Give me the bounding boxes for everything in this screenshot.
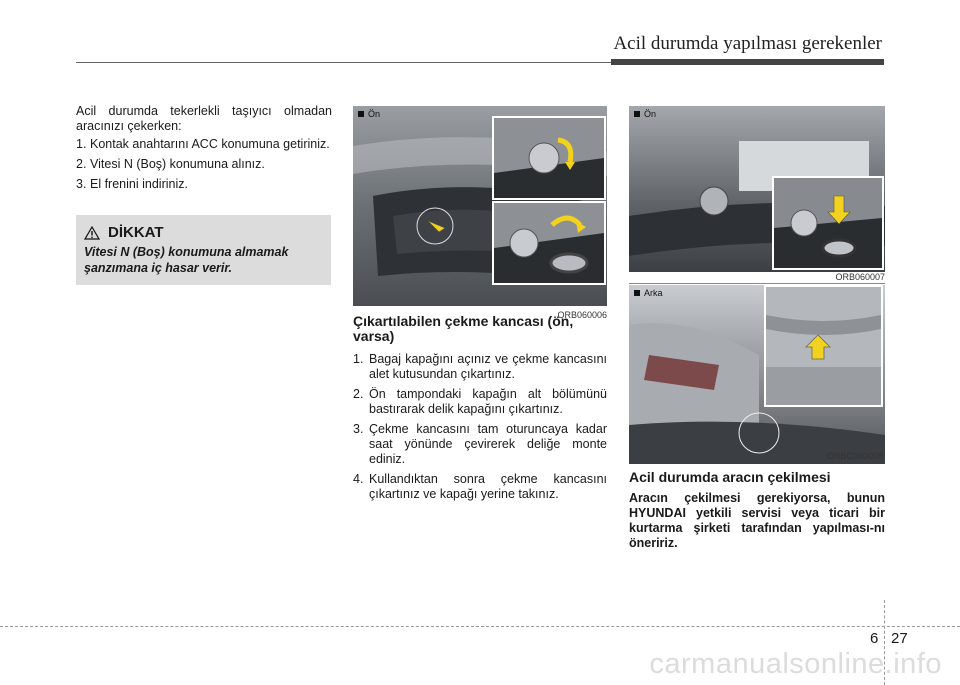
list-item: [353, 472, 607, 502]
figure-code: ORB060007: [835, 272, 885, 282]
figure-code: ORB060006: [557, 310, 607, 320]
figure-tag-label: Ön: [368, 109, 381, 119]
section-title: Acil durumda aracın çekilmesi: [629, 469, 831, 485]
inset-hook-installed: [772, 176, 884, 270]
list-item: [353, 387, 607, 417]
hook-steps: [353, 352, 607, 502]
figure-tag-label: Ön: [644, 109, 657, 119]
caution-heading: [84, 224, 164, 241]
header-rule: [76, 62, 611, 63]
figure-divider: [629, 283, 885, 284]
hook-install-illustration: [494, 203, 604, 283]
step-number: 2.: [76, 157, 87, 171]
step-text: Bagaj kapağını açınız ve çekme kancasını alet kutusundan çıkartınız.: [369, 352, 607, 381]
figure-tag: [358, 109, 380, 119]
square-bullet-icon: [634, 111, 640, 117]
step-text: Kullandıktan sonra çekme kancasını çıkartınız ve kapağı yerine takınız.: [369, 472, 607, 501]
step-text: Ön tampondaki kapağın alt bölümünü bastırarak delik kapağını çıkartınız.: [369, 387, 607, 416]
step-text: El frenini indiriniz.: [90, 177, 188, 191]
step-text: Vitesi N (Boş) konumuna alınız.: [90, 157, 265, 171]
front-hook-installed-photo: [629, 106, 885, 272]
figure-tag-label: Arka: [644, 288, 663, 298]
inset-hook-cover: [492, 116, 606, 200]
caution-box: [76, 215, 331, 285]
watermark: carmanualsonline.info: [649, 648, 942, 680]
footer-divider: [0, 626, 960, 627]
step-text: Çekme kancasını tam oturuncaya kadar saat yönünde çevirerek deliğe monte ediniz.: [369, 422, 607, 466]
towing-text: Aracın çekilmesi gerekiyorsa, bunun HYUNDAI yetkili servisi veya ticari bir kurtarma şirketi tarafından yapılması-nı öneririz.: [629, 491, 885, 550]
caution-title: DİKKAT: [108, 224, 164, 241]
step-number: 1.: [76, 137, 87, 151]
figure-code: ORBC060008: [826, 451, 883, 461]
caution-text: Vitesi N (Boş) konumuna almamak şanzımana iç hasar verir.: [84, 245, 289, 275]
step-number: 1.: [353, 352, 364, 366]
inset-hook-install: [492, 201, 606, 285]
step-number: 2.: [353, 387, 364, 401]
step-number: 3.: [353, 422, 364, 436]
step-number: 3.: [76, 177, 87, 191]
intro-text: Acil durumda tekerlekli taşıyıcı olmadan aracınızı çekerken:: [76, 104, 332, 133]
section-number: 6: [870, 630, 879, 647]
list-item: [76, 177, 332, 192]
intro-section: [76, 104, 332, 197]
front-hook-photo: [353, 106, 607, 306]
inset-rear-hook: [764, 285, 883, 407]
page-number: 27: [891, 630, 908, 647]
figure-tag: [634, 109, 656, 119]
step-number: 4.: [353, 472, 364, 486]
rear-hook-photo: [629, 285, 885, 464]
section-title: Çıkartılabilen çekme kancası (ön, varsa): [353, 313, 574, 344]
square-bullet-icon: [358, 111, 364, 117]
step-text: Kontak anahtarını ACC konumuna getiriniz.: [90, 137, 330, 151]
page-header-title: Acil durumda yapılması gerekenler: [613, 33, 882, 54]
list-item: [353, 422, 607, 467]
emergency-towing-section: [629, 470, 885, 551]
square-bullet-icon: [634, 290, 640, 296]
rear-hook-detail-illustration: [766, 287, 881, 405]
intro-steps: [76, 137, 332, 192]
list-item: [353, 352, 607, 382]
removable-hook-section: [353, 314, 607, 507]
figure-tag: [634, 288, 663, 298]
header-rule-accent: [611, 59, 884, 65]
cover-removal-illustration: [494, 118, 604, 198]
installed-hook-illustration: [774, 178, 882, 268]
warning-triangle-icon: [84, 226, 100, 240]
list-item: [76, 137, 332, 152]
list-item: [76, 157, 332, 172]
